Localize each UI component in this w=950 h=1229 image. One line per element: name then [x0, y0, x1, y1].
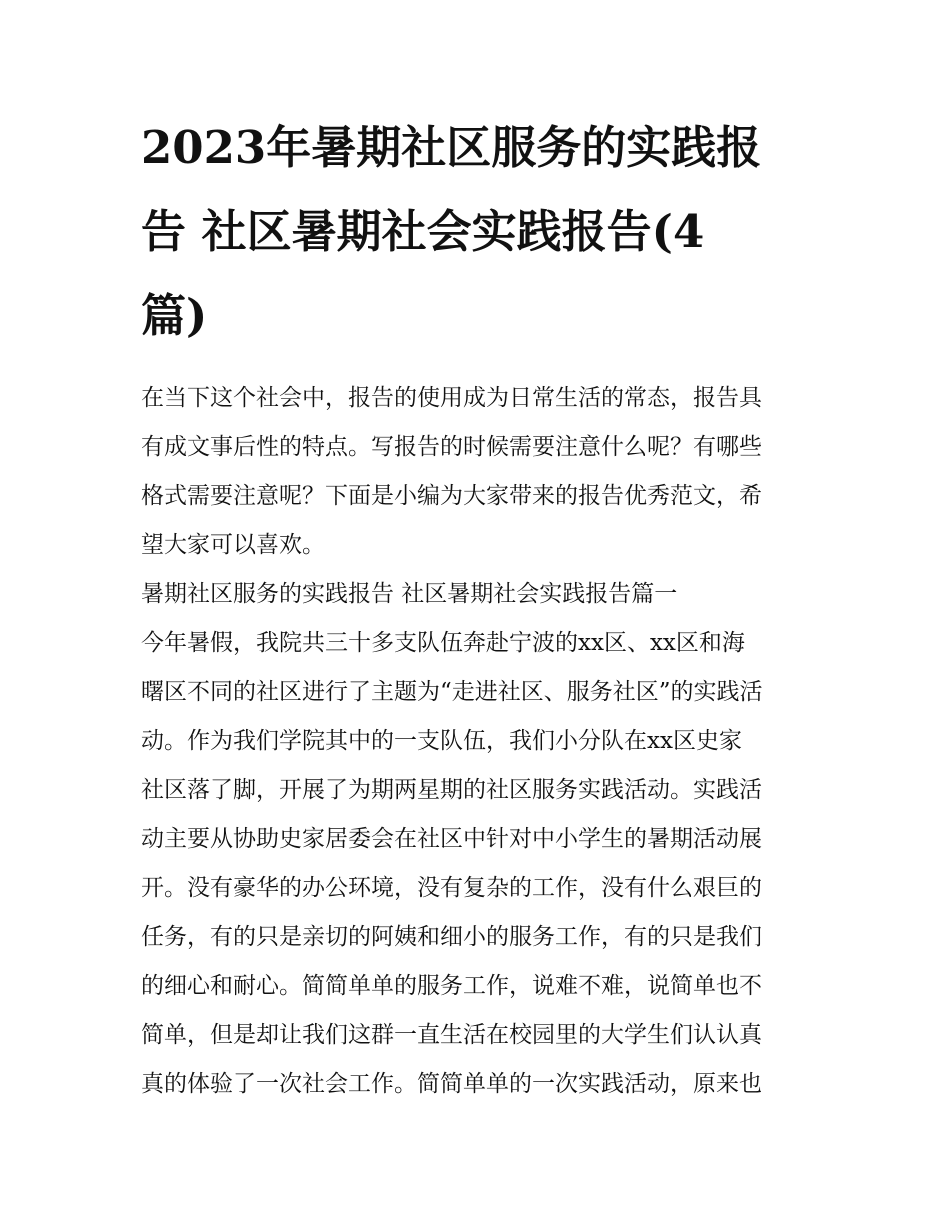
text-line: 开。没有豪华的办公环境，没有复杂的工作，没有什么艰巨的 [141, 875, 762, 901]
text-line: 曙区不同的社区进行了主题为“走进社区、服务社区”的实践活 [141, 679, 763, 705]
text-line: 的细心和耐心。简简单单的服务工作，说难不难，说简单也不 [141, 973, 762, 999]
text-line: 格式需要注意呢？下面是小编为大家带来的报告优秀范文，希 [141, 483, 762, 509]
title-line: 告 社区暑期社会实践报告(4 [141, 205, 705, 258]
title-line: 2023年暑期社区服务的实践报 [141, 121, 762, 174]
text-line: 社区落了脚，开展了为期两星期的社区服务实践活动。实践活 [141, 777, 762, 803]
text-line: 望大家可以喜欢。 [141, 532, 325, 558]
text-line: 在当下这个社会中，报告的使用成为日常生活的常态，报告具 [141, 385, 762, 411]
text-line: 有成文事后性的特点。写报告的时候需要注意什么呢？有哪些 [141, 434, 762, 460]
text-line: 动主要从协助史家居委会在社区中针对中小学生的暑期活动展 [141, 826, 762, 852]
document-title [141, 118, 813, 370]
document-content [141, 118, 813, 1109]
text-line: 真的体验了一次社会工作。简简单单的一次实践活动，原来也 [141, 1071, 762, 1097]
text-line: 今年暑假，我院共三十多支队伍奔赴宁波的xx区、xx区和海 [141, 630, 745, 656]
title-line: 篇) [141, 289, 208, 342]
intro-paragraph [141, 374, 813, 570]
section-paragraph [141, 619, 813, 1109]
text-line: 简单，但是却让我们这群一直生活在校园里的大学生们认认真 [141, 1022, 762, 1048]
section-heading: 暑期社区服务的实践报告 社区暑期社会实践报告篇一 [141, 581, 678, 607]
text-line: 任务，有的只是亲切的阿姨和细小的服务工作，有的只是我们 [141, 924, 762, 950]
document-body [141, 374, 813, 1109]
text-line: 动。作为我们学院其中的一支队伍，我们小分队在xx区史家 [141, 728, 742, 754]
